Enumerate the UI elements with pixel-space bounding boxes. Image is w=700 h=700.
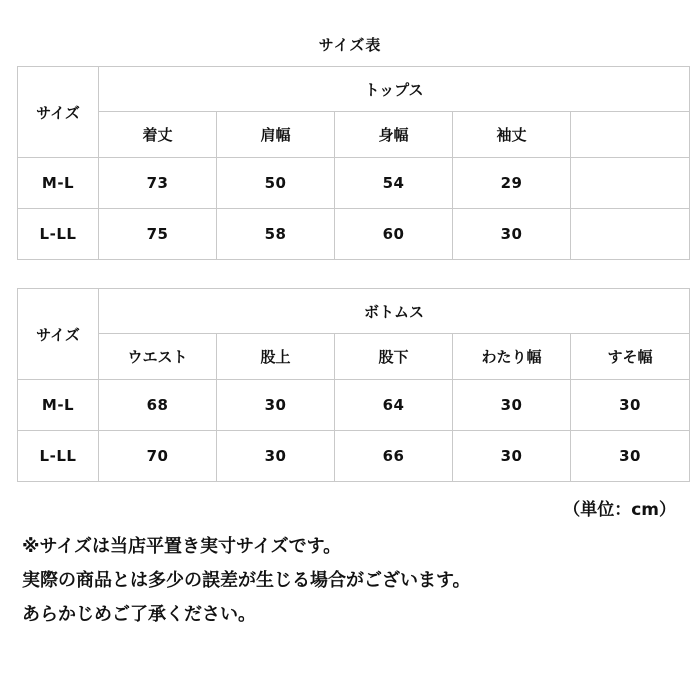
table-row bbox=[18, 209, 690, 260]
size-label: M-L bbox=[18, 380, 99, 431]
column-header: 肩幅 bbox=[217, 112, 335, 158]
table-cell: 66 bbox=[335, 431, 453, 482]
table-cell: 64 bbox=[335, 380, 453, 431]
table-cell: 68 bbox=[99, 380, 217, 431]
table-cell: 30 bbox=[571, 380, 690, 431]
unit-label: （単位：cm） bbox=[563, 500, 676, 520]
table-cell: 58 bbox=[217, 209, 335, 260]
column-header: 袖丈 bbox=[453, 112, 571, 158]
tops-size-table bbox=[17, 66, 690, 260]
table-cell-empty bbox=[571, 209, 690, 260]
column-header-empty bbox=[571, 112, 690, 158]
group-header-tops: トップス bbox=[99, 67, 690, 112]
table-cell: 30 bbox=[453, 431, 571, 482]
table-cell: 73 bbox=[99, 158, 217, 209]
table-row bbox=[18, 158, 690, 209]
size-label: L-LL bbox=[18, 209, 99, 260]
table-cell: 30 bbox=[453, 380, 571, 431]
table-cell: 30 bbox=[217, 380, 335, 431]
note-line: 実際の商品とは多少の誤差が生じる場合がございます。 bbox=[22, 570, 471, 591]
bottoms-size-table bbox=[17, 288, 690, 482]
size-header-cell: サイズ bbox=[18, 67, 99, 158]
table-cell: 54 bbox=[335, 158, 453, 209]
column-header: わたり幅 bbox=[453, 334, 571, 380]
column-header: 股下 bbox=[335, 334, 453, 380]
table-cell: 50 bbox=[217, 158, 335, 209]
table-cell: 70 bbox=[99, 431, 217, 482]
group-header-bottoms: ボトムス bbox=[99, 289, 690, 334]
column-header: 股上 bbox=[217, 334, 335, 380]
column-header: 着丈 bbox=[99, 112, 217, 158]
note-line: あらかじめご了承ください。 bbox=[22, 604, 256, 625]
size-label: M-L bbox=[18, 158, 99, 209]
table-row bbox=[18, 380, 690, 431]
note-line: ※サイズは当店平置き実寸サイズです。 bbox=[22, 536, 342, 557]
column-header: すそ幅 bbox=[571, 334, 690, 380]
table-cell: 60 bbox=[335, 209, 453, 260]
table-cell: 30 bbox=[453, 209, 571, 260]
table-cell: 29 bbox=[453, 158, 571, 209]
table-cell: 30 bbox=[571, 431, 690, 482]
size-notes bbox=[22, 530, 682, 632]
table-row bbox=[18, 431, 690, 482]
column-header: ウエスト bbox=[99, 334, 217, 380]
table-cell: 30 bbox=[217, 431, 335, 482]
page-title: サイズ表 bbox=[318, 36, 382, 54]
column-header: 身幅 bbox=[335, 112, 453, 158]
table-cell-empty bbox=[571, 158, 690, 209]
size-label: L-LL bbox=[18, 431, 99, 482]
table-cell: 75 bbox=[99, 209, 217, 260]
size-header-cell: サイズ bbox=[18, 289, 99, 380]
